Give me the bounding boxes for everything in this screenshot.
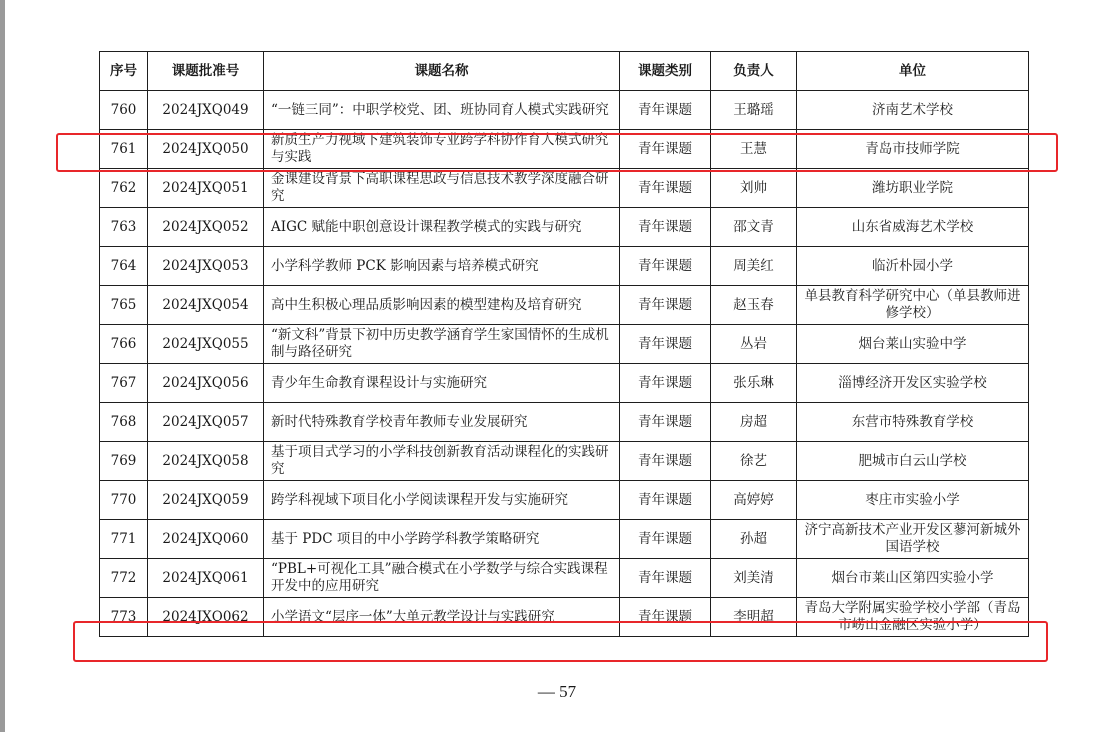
cell-leader: 王璐瑶 — [711, 91, 797, 130]
cell-unit: 青岛市技师学院 — [797, 130, 1029, 169]
cell-code: 2024JXQ061 — [148, 559, 264, 598]
cell-title: 基于项目式学习的小学科技创新教育活动课程化的实践研究 — [264, 442, 620, 481]
cell-category: 青年课题 — [620, 520, 711, 559]
cell-no: 766 — [100, 325, 148, 364]
cell-code: 2024JXQ050 — [148, 130, 264, 169]
cell-category: 青年课题 — [620, 325, 711, 364]
cell-leader: 房超 — [711, 403, 797, 442]
cell-unit: 青岛大学附属实验学校小学部（青岛市崂山金融区实验小学） — [797, 598, 1029, 637]
cell-no: 765 — [100, 286, 148, 325]
cell-no: 771 — [100, 520, 148, 559]
cell-code: 2024JXQ055 — [148, 325, 264, 364]
cell-unit: 烟台莱山实验中学 — [797, 325, 1029, 364]
cell-title: 基于 PDC 项目的中小学跨学科教学策略研究 — [264, 520, 620, 559]
cell-code: 2024JXQ058 — [148, 442, 264, 481]
cell-code: 2024JXQ054 — [148, 286, 264, 325]
cell-code: 2024JXQ062 — [148, 598, 264, 637]
cell-no: 761 — [100, 130, 148, 169]
table-row — [100, 169, 1029, 208]
cell-leader: 周美红 — [711, 247, 797, 286]
table-header-row — [100, 52, 1029, 91]
cell-unit: 东营市特殊教育学校 — [797, 403, 1029, 442]
cell-no: 760 — [100, 91, 148, 130]
cell-leader: 王慧 — [711, 130, 797, 169]
table-body — [100, 91, 1029, 637]
cell-leader: 高婷婷 — [711, 481, 797, 520]
cell-category: 青年课题 — [620, 286, 711, 325]
cell-category: 青年课题 — [620, 442, 711, 481]
cell-title: 青少年生命教育课程设计与实施研究 — [264, 364, 620, 403]
cell-leader: 刘帅 — [711, 169, 797, 208]
cell-category: 青年课题 — [620, 247, 711, 286]
cell-unit: 潍坊职业学院 — [797, 169, 1029, 208]
cell-leader: 赵玉春 — [711, 286, 797, 325]
cell-title: 高中生积极心理品质影响因素的模型建构及培育研究 — [264, 286, 620, 325]
cell-category: 青年课题 — [620, 91, 711, 130]
cell-category: 青年课题 — [620, 364, 711, 403]
cell-category: 青年课题 — [620, 598, 711, 637]
header-title: 课题名称 — [264, 52, 620, 91]
cell-title: “新文科”背景下初中历史教学涵育学生家国情怀的生成机制与路径研究 — [264, 325, 620, 364]
cell-leader: 孙超 — [711, 520, 797, 559]
cell-leader: 李明超 — [711, 598, 797, 637]
cell-title: 新时代特殊教育学校青年教师专业发展研究 — [264, 403, 620, 442]
header-no: 序号 — [100, 52, 148, 91]
table-row — [100, 91, 1029, 130]
page-number: — 57 — [537, 682, 577, 701]
header-code: 课题批准号 — [148, 52, 264, 91]
table-row — [100, 481, 1029, 520]
cell-title: “一链三同”：中职学校党、团、班协同育人模式实践研究 — [264, 91, 620, 130]
cell-category: 青年课题 — [620, 169, 711, 208]
cell-title: 小学科学教师 PCK 影响因素与培养模式研究 — [264, 247, 620, 286]
cell-code: 2024JXQ051 — [148, 169, 264, 208]
table-row — [100, 364, 1029, 403]
cell-no: 772 — [100, 559, 148, 598]
cell-no: 764 — [100, 247, 148, 286]
cell-unit: 烟台市莱山区第四实验小学 — [797, 559, 1029, 598]
cell-category: 青年课题 — [620, 208, 711, 247]
cell-no: 773 — [100, 598, 148, 637]
cell-code: 2024JXQ057 — [148, 403, 264, 442]
cell-category: 青年课题 — [620, 403, 711, 442]
cell-unit: 临沂朴园小学 — [797, 247, 1029, 286]
header-leader: 负责人 — [711, 52, 797, 91]
cell-unit: 单县教育科学研究中心（单县教师进修学校） — [797, 286, 1029, 325]
cell-leader: 张乐琳 — [711, 364, 797, 403]
cell-title: 小学语文“层序一体”大单元教学设计与实践研究 — [264, 598, 620, 637]
cell-no: 762 — [100, 169, 148, 208]
cell-unit: 肥城市白云山学校 — [797, 442, 1029, 481]
cell-title: “PBL+可视化工具”融合模式在小学数学与综合实践课程开发中的应用研究 — [264, 559, 620, 598]
cell-code: 2024JXQ056 — [148, 364, 264, 403]
page-left-edge — [0, 0, 5, 732]
cell-category: 青年课题 — [620, 130, 711, 169]
table-row — [100, 403, 1029, 442]
table-row — [100, 325, 1029, 364]
cell-no: 769 — [100, 442, 148, 481]
cell-leader: 刘美清 — [711, 559, 797, 598]
cell-category: 青年课题 — [620, 559, 711, 598]
cell-leader: 邵文青 — [711, 208, 797, 247]
cell-title: 金课建设背景下高职课程思政与信息技术教学深度融合研究 — [264, 169, 620, 208]
header-unit: 单位 — [797, 52, 1029, 91]
cell-code: 2024JXQ049 — [148, 91, 264, 130]
cell-no: 770 — [100, 481, 148, 520]
cell-unit: 济南艺术学校 — [797, 91, 1029, 130]
cell-title: 跨学科视域下项目化小学阅读课程开发与实施研究 — [264, 481, 620, 520]
table-row — [100, 286, 1029, 325]
highlight-box-row-773 — [73, 621, 1048, 662]
header-category: 课题类别 — [620, 52, 711, 91]
cell-code: 2024JXQ053 — [148, 247, 264, 286]
cell-code: 2024JXQ059 — [148, 481, 264, 520]
table-row — [100, 247, 1029, 286]
cell-no: 768 — [100, 403, 148, 442]
cell-unit: 济宁高新技术产业开发区蓼河新城外国语学校 — [797, 520, 1029, 559]
highlight-box-row-761 — [56, 133, 1058, 172]
cell-unit: 山东省威海艺术学校 — [797, 208, 1029, 247]
cell-leader: 丛岩 — [711, 325, 797, 364]
table-row — [100, 442, 1029, 481]
cell-code: 2024JXQ052 — [148, 208, 264, 247]
table-row — [100, 208, 1029, 247]
cell-no: 767 — [100, 364, 148, 403]
cell-title: 新质生产力视域下建筑装饰专业跨学科协作育人模式研究与实践 — [264, 130, 620, 169]
table-row — [100, 559, 1029, 598]
cell-code: 2024JXQ060 — [148, 520, 264, 559]
cell-category: 青年课题 — [620, 481, 711, 520]
cell-no: 763 — [100, 208, 148, 247]
cell-title: AIGC 赋能中职创意设计课程教学模式的实践与研究 — [264, 208, 620, 247]
cell-leader: 徐艺 — [711, 442, 797, 481]
table-row — [100, 520, 1029, 559]
cell-unit: 枣庄市实验小学 — [797, 481, 1029, 520]
cell-unit: 淄博经济开发区实验学校 — [797, 364, 1029, 403]
